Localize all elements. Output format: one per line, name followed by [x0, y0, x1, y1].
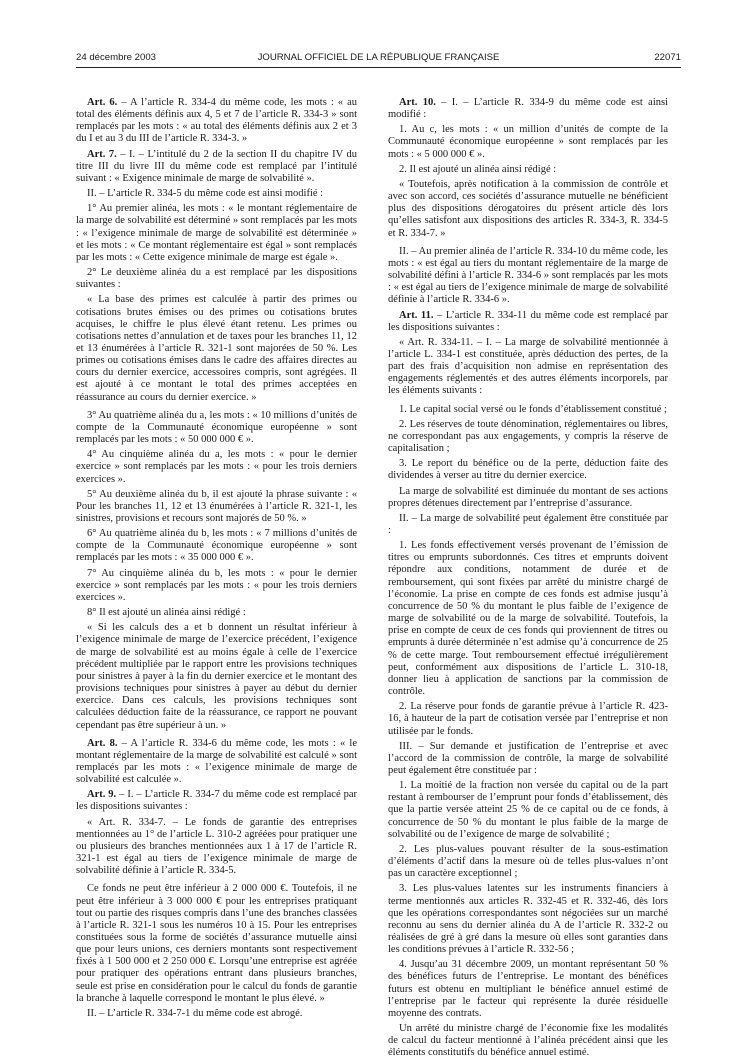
paragraph-text: – L’article R. 334-11 du même code est remplacé par les dispositions suivantes :	[388, 309, 668, 333]
article-paragraph	[76, 789, 357, 813]
paragraph-text: 4° Au cinquième alinéa du a, les mots : « pour le dernier exercice » sont remplacés par les mots : « pour les trois derniers exercices ».	[76, 449, 357, 485]
paragraph	[76, 817, 357, 878]
paragraph	[76, 528, 357, 564]
paragraph-text: 6° Au quatrième alinéa du b, les mots : « 7 millions d’unités de compte de la Communauté économique européenne » sont remplacés par les mots : « 35 000 000 € ».	[76, 528, 357, 564]
article-paragraph	[388, 310, 668, 334]
header-journal-title: JOURNAL OFFICIEL DE LA RÉPUBLIQUE FRANÇAISE	[257, 52, 500, 63]
paragraph-text: III. – Sur demande et justification de l’entreprise et avec l’accord de la commission de contrôle, la marge de solvabilité peut également être constituée par :	[388, 740, 668, 776]
paragraph	[76, 188, 357, 200]
paragraph	[76, 883, 357, 1005]
paragraph-text: 3. Le report du bénéfice ou de la perte, déduction faite des dividendes à verser au titre du dernier exercice.	[388, 458, 668, 482]
header-rule	[76, 67, 681, 68]
paragraph	[388, 404, 668, 416]
header-date: 24 décembre 2003	[76, 52, 157, 63]
article-number: Art. 8.	[87, 737, 118, 749]
article-paragraph	[76, 149, 357, 185]
paragraph	[388, 540, 668, 698]
paragraph-text: 1. La moitié de la fraction non versée du capital ou de la part restant à rembourser de l’emprunt pour fonds d’établissement, dès que la partie versée atteint 25 % de ce capital ou de ce fonds, à concurrence de 50 % du montant le plus faible de la marge de solvabilité ou de l’exigence de marge de solvabilité ;	[388, 780, 668, 840]
paragraph	[76, 1008, 357, 1020]
paragraph-text: 2. Il est ajouté un alinéa ainsi rédigé :	[399, 163, 557, 175]
paragraph	[388, 1023, 668, 1059]
paragraph	[76, 294, 357, 403]
paragraph	[76, 449, 357, 485]
paragraph	[388, 741, 668, 777]
paragraph-text: 2° Le deuxième alinéa du a est remplacé par les dispositions suivantes :	[76, 267, 357, 291]
paragraph	[388, 844, 668, 880]
paragraph	[388, 701, 668, 737]
paragraph	[388, 337, 668, 398]
paragraph	[388, 458, 668, 482]
paragraph-text: II. – L’article R. 334-5 du même code est ainsi modifié :	[87, 188, 324, 200]
paragraph-text: « Art. R. 334-7. – Le fonds de garantie des entreprises mentionnées au 1° de l’article L. 310-2 agréées pour pratiquer une ou plusieurs des branches mentionnées aux 1 à 17 de l’article R. 321-1 est égal au tiers de l’exigence minimale de marge de solvabilité définie à l’article R. 334-5.	[76, 816, 357, 877]
paragraph-text: 1° Au premier alinéa, les mots : « le montant réglementaire de la marge de solvabilité est déterminé » sont remplacés par les mots : « l’exigence minimale de marge de solvabilité est déterminée » et les mots : « Ce montant réglementaire est égal » sont remplacés par les mots : « Cette exigence minimale de marge est égale ».	[76, 203, 357, 263]
article-number: Art. 9.	[87, 789, 117, 801]
paragraph-text: « Si les calculs des a et b donnent un résultat inférieur à l’exigence minimale de marge de l’exercice précédent, l’exigence de marge de solvabilité est au moins égale à celle de l’exercice précédent multipliée par le rapport entre les provisions techniques pour sinistres à payer à la fin du dernier exercice et le montant des provisions techniques pour sinistres à payer au début du dernier exercice. Dans ces calculs, les provisions techniques sont calculées déduction faite de la réassurance, ce rapport ne pouvant cependant pas être supérieur à un. »	[76, 622, 357, 731]
paragraph	[388, 164, 668, 176]
article-paragraph	[388, 97, 668, 121]
paragraph	[388, 246, 668, 307]
article-number: Art. 7.	[87, 148, 117, 160]
paragraph-text: 2. La réserve pour fonds de garantie prévue à l’article R. 423-16, à hauteur de la part de cotisation versée par l’entreprise et non utilisée par le fonds.	[388, 701, 668, 737]
article-number: Art. 6.	[87, 97, 118, 108]
paragraph-text: « La base des primes est calculée à partir des primes ou cotisations brutes émises ou des primes ou cotisations brutes acquises, le chiffre le plus élevé étant retenu. Les primes ou cotisations nettes d’annulation et de taxes pour les branches 11, 12 et 13 énumérées à l’article R. 321-1 sont majorées de 50 %. Les primes ou cotisations émises dans le cadre des affaires directes au cours du dernier exercice, accessoires compris, sont agrégées. Il est ajouté à ce montant le total des primes acceptées en réassurance au cours du dernier exercice. »	[76, 294, 357, 403]
paragraph-text: « Toutefois, après notification à la commission de contrôle et avec son accord, ces sociétés d’assurance mutuelle ne bénéficient plus des dispositions dérogatoires du présent article dès lors qu’elles satisfont aux dispositions des articles R. 334-3, R. 334-5 et R. 334-7. »	[388, 178, 668, 239]
paragraph-text: 5° Au deuxième alinéa du b, il est ajouté la phrase suivante : « Pour les branches 11, 12 et 13 énumérées à l’article R. 321-1, les sinistres, provisions et recours sont majorés de 50 %. »	[76, 488, 357, 524]
paragraph-text: 3. Les plus-values latentes sur les instruments financiers à terme mentionnés aux articles R. 332-45 et R. 332-46, dès lors que les opérations correspondantes sont négociées sur un marché reconnu au sens du dernier alinéa du A de l’article R. 332-2 ou réalisées de gré à gré dans la mesure où elles sont garanties dans les conditions prévues à l’article R. 332-56 ;	[388, 883, 668, 956]
paragraph-text: II. – Au premier alinéa de l’article R. 334-10 du même code, les mots : « est égal au tiers du montant réglementaire de la marge de solvabilité défini à l’article R. 334-6 » sont remplacés par les mots : « est égal au tiers de l’exigence minimale de marge de solvabilité définie à l’article R. 334-6 ».	[388, 245, 668, 306]
paragraph-text: 1. Les fonds effectivement versés provenant de l’émission de titres ou emprunts subordonnés. Ces titres et emprunts doivent répondre aux conditions, notamment de durée et de remboursement, qui sont fixées par arrêté du ministre chargé de l’économie. La prise en compte de ces fonds est admise jusqu’à concurrence de 50 % du montant le plus faible de l’exigence de marge de solvabilité ou de la marge de solvabilité. Toutefois, la prise en compte de ceux de ces fonds qui proviennent de titres ou emprunts à durée déterminée n’est admise qu’à concurrence de 25 % de cette marge. Tout remboursement effectué irrégulièrement peut, conformément aux dispositions de l’article L. 310-18, donner lieu à application de sanctions par la commission de contrôle.	[388, 540, 668, 698]
paragraph	[76, 410, 357, 446]
paragraph-text: 7° Au cinquième alinéa du b, les mots : « pour le dernier exercice » sont remplacés par les mots : « pour les trois derniers exercices ».	[76, 567, 357, 603]
paragraph-text: 3° Au quatrième alinéa du a, les mots : « 10 millions d’unités de compte de la Communauté économique européenne » sont remplacés par les mots : « 50 000 000 € ».	[76, 409, 357, 446]
page-header	[76, 51, 681, 65]
paragraph-text: – A l’article R. 334-4 du même code, les mots : « au total des éléments définis aux 4, 5 et 7 de l’article R. 334-3 » sont remplacés par les mots : « au total des éléments définis aux 2 et 3 du I et au 3 du III de l’article R. 334-3. »	[76, 97, 357, 145]
paragraph-text: 8° Il est ajouté un alinéa ainsi rédigé :	[87, 607, 246, 619]
header-page-number: 22071	[654, 52, 681, 63]
paragraph-text: – I. – L’intitulé du 2 de la section II du chapitre IV du titre III du livre III du même code est remplacé par l’intitulé suivant : « Exigence minimale de marge de solvabilité ».	[76, 148, 357, 184]
article-number: Art. 11.	[399, 309, 434, 321]
paragraph	[76, 267, 357, 291]
paragraph	[388, 419, 668, 455]
paragraph-text: La marge de solvabilité est diminuée du montant de ses actions propres détenues directement par l’entreprise d’assurance.	[388, 485, 668, 509]
paragraph-text: 4. Jusqu’au 31 décembre 2009, un montant représentant 50 % des bénéfices futurs de l’entreprise. Le montant des bénéfices futurs est obtenu en multipliant le bénéfice annuel estimé de l’entreprise par le facteur qui représente la durée résiduelle moyenne des contrats.	[388, 959, 668, 1019]
left-column	[76, 97, 357, 1023]
paragraph-text: 1. Au c, les mots : « un million d’unités de compte de la Communauté économique européenne » sont remplacés par les mots : « 5 000 000 € ».	[388, 124, 668, 160]
paragraph	[388, 780, 668, 841]
right-column	[388, 97, 668, 1063]
paragraph-text: – I. – L’article R. 334-9 du même code est ainsi modifié :	[388, 97, 668, 121]
paragraph-text: 2. Les réserves de toute dénomination, réglementaires ou libres, ne correspondant pas aux engagements, y compris la réserve de capitalisation ;	[388, 418, 668, 455]
paragraph-text: – A l’article R. 334-6 du même code, les mots : « le montant réglementaire de la marge de solvabilité est calculé » sont remplacés par les mots : « l’exigence minimale de marge de solvabilité est calculée ».	[76, 737, 357, 786]
paragraph	[388, 486, 668, 510]
paragraph-text: « Art. R. 334-11. – I. – La marge de solvabilité mentionnée à l’article L. 334-1 est constituée, après déduction des pertes, de la part des frais d’acquisition non admise en représentation des engagements réglementés et des autres éléments incorporels, par les éléments suivants :	[388, 336, 668, 397]
paragraph-text: – I. – L’article R. 334-7 du même code est remplacé par les dispositions suivantes :	[76, 789, 357, 813]
article-paragraph	[76, 738, 357, 787]
article-number: Art. 10.	[399, 97, 436, 108]
paragraph	[388, 179, 668, 240]
paragraph	[76, 489, 357, 525]
paragraph-text: 1. Le capital social versé ou le fonds d’établissement constitué ;	[399, 403, 667, 415]
paragraph	[76, 607, 357, 619]
paragraph	[76, 568, 357, 604]
paragraph	[388, 513, 668, 537]
paragraph-text: II. – L’article R. 334-7-1 du même code est abrogé.	[87, 1007, 303, 1019]
paragraph	[388, 124, 668, 160]
paragraph	[388, 883, 668, 956]
paragraph	[76, 622, 357, 731]
paragraph	[76, 203, 357, 264]
paragraph-text: II. – La marge de solvabilité peut également être constituée par :	[388, 512, 668, 536]
article-paragraph	[76, 97, 357, 146]
paragraph-text: Ce fonds ne peut être inférieur à 2 000 000 €. Toutefois, il ne peut être inférieur à 3 000 000 € pour les entreprises pratiquant tout ou partie des risques compris dans l’une des branches classées à l’article R. 321-1 sous les numéros 10 à 15. Pour les entreprises constituées sous la forme de sociétés d’assurance mutuelle ainsi que pour leurs unions, ces derniers montants sont respectivement fixés à 1 500 000 et 2 250 000 €. Lorsqu’une entreprise est agréée pour pratiquer des opérations entrant dans plusieurs branches, seule est prise en considération pour le calcul du fonds de garantie la branche à laquelle correspond le montant le plus élevé. »	[76, 883, 357, 1004]
paragraph-text: 2. Les plus-values pouvant résulter de la sous-estimation d’éléments d’actif dans la mesure où de telles plus-values n’ont pas un caractère exceptionnel ;	[388, 843, 668, 880]
paragraph-text: Un arrêté du ministre chargé de l’économie fixe les modalités de calcul du facteur mentionné à l’alinéa précédent ainsi que les éléments constitutifs du bénéfice annuel estimé.	[388, 1023, 668, 1059]
